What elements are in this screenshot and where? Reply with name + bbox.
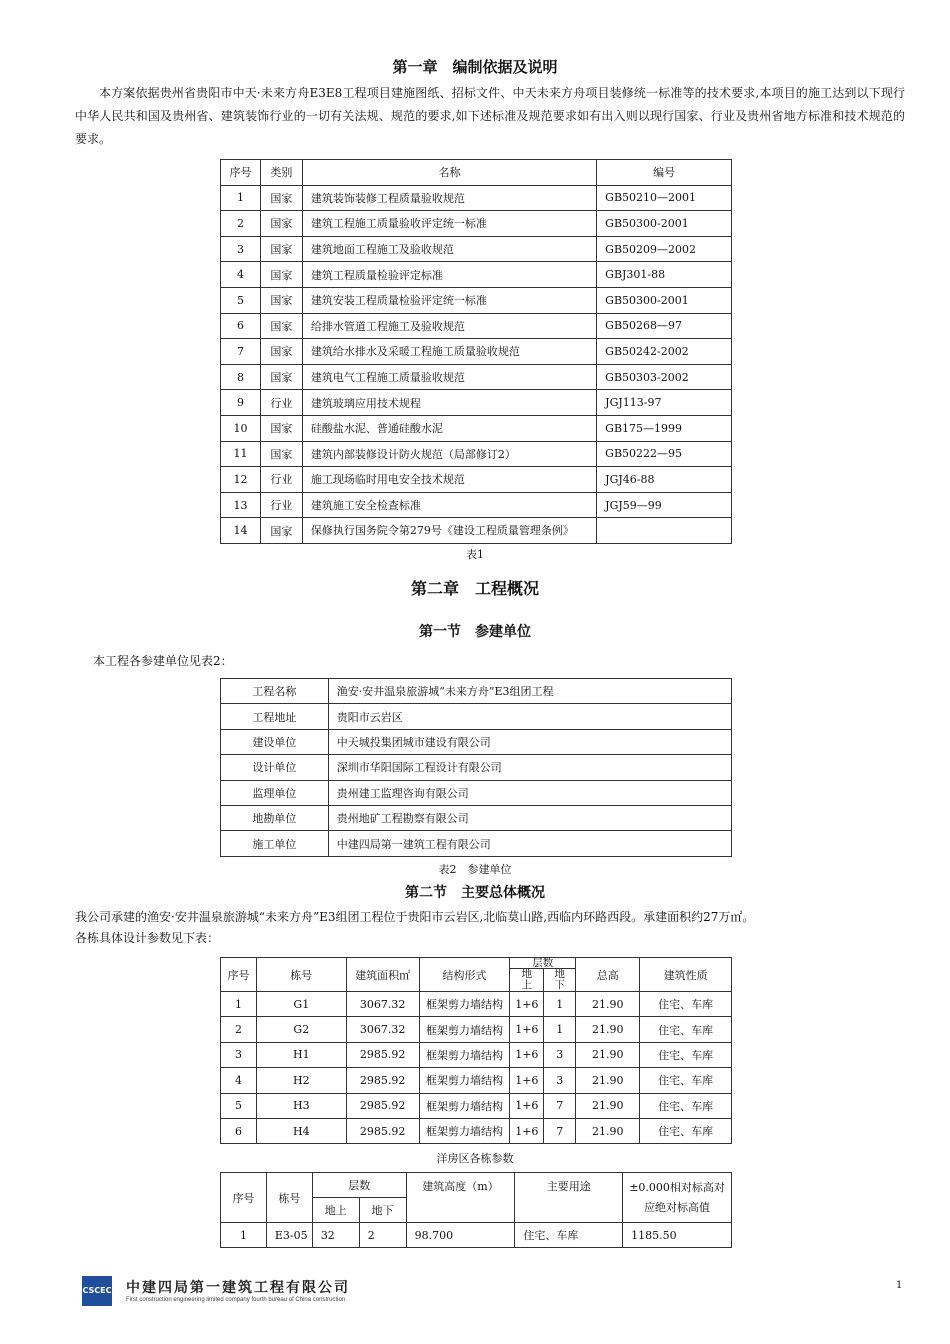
table-cell: 建筑电气工程施工质量验收规范 (302, 364, 596, 390)
table-cell: 3 (544, 1068, 576, 1093)
table-cell: 建筑内部装修设计防火规范（局部修订2） (302, 441, 596, 467)
table-header: 名称 (302, 160, 596, 186)
table-cell: 1+6 (510, 1068, 544, 1093)
table-cell: 框架剪力墙结构 (419, 992, 510, 1017)
table-cell: 地勘单位 (221, 805, 329, 830)
table-cell: 建筑玻璃应用技术规程 (302, 390, 596, 416)
participants-table (220, 678, 732, 857)
table-cell: 1+6 (510, 1042, 544, 1067)
table-header-row (221, 1173, 732, 1198)
table-cell: 3 (221, 1042, 257, 1067)
table-cell: 建筑安装工程质量检验评定统一标准 (302, 287, 596, 313)
table-row (221, 415, 732, 441)
table-row (221, 313, 732, 339)
table-cell: GB50303-2002 (597, 364, 732, 390)
table-cell: 2985.92 (346, 1042, 419, 1067)
table-cell: 14 (221, 518, 261, 544)
table-cell: 住宅、车库 (640, 1093, 732, 1118)
table-cell: 住宅、车库 (640, 1042, 732, 1067)
table-cell: 1+6 (510, 1017, 544, 1042)
table-row (221, 780, 732, 805)
table-cell: 国家 (260, 262, 302, 288)
table-cell: 6 (221, 1118, 257, 1143)
table-header: 地上 (510, 969, 544, 992)
table-cell: GB50209—2002 (597, 236, 732, 262)
table-cell: 7 (544, 1118, 576, 1143)
table-cell: 3067.32 (346, 992, 419, 1017)
table-cell: 监理单位 (221, 780, 329, 805)
table-cell: 4 (221, 262, 261, 288)
table-row (221, 729, 732, 754)
building-params-table (220, 957, 732, 1144)
table-cell: 11 (221, 441, 261, 467)
table-cell: GB50268—97 (597, 313, 732, 339)
table-cell: 12 (221, 467, 261, 493)
tower-params-body (221, 1223, 732, 1248)
table-cell: 住宅、车库 (640, 1068, 732, 1093)
table-cell: 框架剪力墙结构 (419, 1093, 510, 1118)
table-row (221, 831, 732, 856)
section2-para2: 各栋具体设计参数见下表： (75, 931, 220, 945)
table-cell: 21.90 (576, 1068, 640, 1093)
table-cell: 2 (359, 1223, 406, 1248)
table-cell: 贵阳市云岩区 (328, 704, 731, 729)
table-cell: H1 (256, 1042, 346, 1067)
table-cell: 21.90 (576, 992, 640, 1017)
table-cell: 1 (544, 992, 576, 1017)
table-cell: H4 (256, 1118, 346, 1143)
table-cell: 工程名称 (221, 679, 329, 704)
table-cell: 国家 (260, 185, 302, 211)
table-row (221, 1093, 732, 1118)
table-cell: 98.700 (406, 1223, 515, 1248)
table-cell: 施工现场临时用电安全技术规范 (302, 467, 596, 493)
table-cell: 国家 (260, 364, 302, 390)
table-cell: 9 (221, 390, 261, 416)
table-cell: 框架剪力墙结构 (419, 1118, 510, 1143)
table2-caption: 表2 参建单位 (438, 863, 512, 876)
table-cell: 7 (544, 1093, 576, 1118)
table-cell: 国家 (260, 313, 302, 339)
table-cell: 住宅、车库 (640, 992, 732, 1017)
table-cell: 1+6 (510, 1093, 544, 1118)
table-header: 建筑性质 (640, 958, 732, 992)
table-cell: 21.90 (576, 1017, 640, 1042)
table-header: 结构形式 (419, 958, 510, 992)
table-cell: GBJ301-88 (597, 262, 732, 288)
table-cell: 建筑施工安全检查标准 (302, 492, 596, 518)
table-header: 层数 (312, 1173, 406, 1198)
table-cell: E3-05 (266, 1223, 312, 1248)
table-header: 序号 (221, 958, 257, 992)
table-header: 类别 (260, 160, 302, 186)
building-params-body (221, 992, 732, 1144)
table-cell: 1+6 (510, 1118, 544, 1143)
table-header: 地上 (312, 1198, 359, 1223)
table-cell: 给排水管道工程施工及验收规范 (302, 313, 596, 339)
table-cell: 建筑地面工程施工及验收规范 (302, 236, 596, 262)
table-cell: 7 (221, 339, 261, 365)
table-cell: 2 (221, 1017, 257, 1042)
table-cell: 建筑工程施工质量验收评定统一标准 (302, 211, 596, 237)
table-cell: JGJ113-97 (597, 390, 732, 416)
table-row (221, 992, 732, 1017)
table-cell: 框架剪力墙结构 (419, 1017, 510, 1042)
table-row (221, 236, 732, 262)
table-cell: 2985.92 (346, 1118, 419, 1143)
table-cell: 贵州建工监理咨询有限公司 (328, 780, 731, 805)
table-row (221, 1223, 732, 1248)
table-row (221, 364, 732, 390)
section2-para1: 我公司承建的渔安·安井温泉旅游城“未来方舟”E3组团工程位于贵阳市云岩区,北临莫山路,西临内环路西段。承建面积约27万㎡。 (75, 910, 755, 924)
table-cell: 施工单位 (221, 831, 329, 856)
table-cell: 32 (312, 1223, 359, 1248)
table-cell: G2 (256, 1017, 346, 1042)
table-row (221, 1017, 732, 1042)
table-cell: 硅酸盐水泥、普通硅酸水泥 (302, 415, 596, 441)
table-row (221, 755, 732, 780)
table-header: 建筑高度（m） (406, 1173, 515, 1223)
table-row (221, 1118, 732, 1143)
table-cell: 框架剪力墙结构 (419, 1042, 510, 1067)
table-cell: 渔安·安井温泉旅游城“未来方舟”E3组团工程 (328, 679, 731, 704)
table-cell: 1 (544, 1017, 576, 1042)
company-logo-icon: CSCEC (82, 1276, 112, 1306)
table-cell: 21.90 (576, 1118, 640, 1143)
table-header: 地下 (359, 1198, 406, 1223)
table-cell: 1 (221, 992, 257, 1017)
table-cell: 3 (544, 1042, 576, 1067)
table-cell: 国家 (260, 339, 302, 365)
table-header: 地下 (544, 969, 576, 992)
table-header: 编号 (597, 160, 732, 186)
table3-caption: 洋房区各栋参数 (436, 1152, 514, 1165)
table-cell: 保修执行国务院令第279号《建设工程质量管理条例》 (302, 518, 596, 544)
table-cell: 中天城投集团城市建设有限公司 (328, 729, 731, 754)
table-row (221, 390, 732, 416)
table-header: 栋号 (256, 958, 346, 992)
table-cell: 设计单位 (221, 755, 329, 780)
table-header-row (221, 958, 732, 969)
tower-params-table (220, 1172, 732, 1248)
table-cell: 3 (221, 236, 261, 262)
table-row (221, 1068, 732, 1093)
chapter1-intro: 本方案依据贵州省贵阳市中天·未来方舟E3E8工程项目建施图纸、招标文件、中天未来方舟项目装修统一标准等的技术要求,本项目的施工达到以下现行中华人民共和国及贵州省、建筑装饰行业的一切有关法规、规范的要求,如下述标准及规范要求如有出入则以现行国家、行业及贵州省地方标准和技术规范的要求。 (75, 86, 905, 146)
table-cell: 建设单位 (221, 729, 329, 754)
section1-title: 第一节 参建单位 (419, 624, 531, 640)
table-header: 主要用途 (515, 1173, 623, 1223)
table-cell: 住宅、车库 (640, 1017, 732, 1042)
table-cell: JGJ59—99 (597, 492, 732, 518)
company-name-en: First construction engineering limited company fourth bureau of China construction (126, 1297, 346, 1303)
table-row (221, 339, 732, 365)
table-header: 序号 (221, 1173, 267, 1223)
table-cell: H2 (256, 1068, 346, 1093)
table-cell: 1+6 (510, 992, 544, 1017)
table-cell: 1 (221, 1223, 267, 1248)
table-cell: 2985.92 (346, 1093, 419, 1118)
table-header: ±0.000相对标高对应绝对标高值 (623, 1173, 732, 1223)
table-header: 总高 (576, 958, 640, 992)
table-cell: 框架剪力墙结构 (419, 1068, 510, 1093)
table-cell: GB175—1999 (597, 415, 732, 441)
table-header: 序号 (221, 160, 261, 186)
table-cell: 国家 (260, 287, 302, 313)
table-row (221, 185, 732, 211)
table-cell: 国家 (260, 441, 302, 467)
table-cell: 国家 (260, 236, 302, 262)
table-cell: 21.90 (576, 1042, 640, 1067)
table-cell: GB50210—2001 (597, 185, 732, 211)
table-cell: 8 (221, 364, 261, 390)
table-cell: 国家 (260, 518, 302, 544)
table-cell: G1 (256, 992, 346, 1017)
table-cell: 住宅、车库 (640, 1118, 732, 1143)
table-row (221, 1042, 732, 1067)
table-cell: 5 (221, 287, 261, 313)
table-cell: 3067.32 (346, 1017, 419, 1042)
table-row (221, 287, 732, 313)
table-cell: H3 (256, 1093, 346, 1118)
table-row (221, 492, 732, 518)
table-row (221, 518, 732, 544)
table-cell: 建筑装饰装修工程质量验收规范 (302, 185, 596, 211)
table-cell: 4 (221, 1068, 257, 1093)
standards-table-body (221, 185, 732, 543)
table-cell: 2985.92 (346, 1068, 419, 1093)
company-name-cn: 中建四局第一建筑工程有限公司 (126, 1280, 350, 1296)
chapter2-title: 第二章 工程概况 (410, 579, 539, 598)
table-row (221, 262, 732, 288)
table-cell: 10 (221, 415, 261, 441)
section2-text (75, 907, 905, 949)
table-row (221, 805, 732, 830)
table-cell: GB50222—95 (597, 441, 732, 467)
table1-caption: 表1 (466, 548, 484, 561)
table-cell: 行业 (260, 492, 302, 518)
table-header: 层数 (510, 958, 576, 969)
table-header-row (221, 160, 732, 186)
participants-table-body (221, 679, 732, 857)
table-cell: 2 (221, 211, 261, 237)
page-number: 1 (896, 1280, 903, 1291)
table-cell: JGJ46-88 (597, 467, 732, 493)
table-cell: 5 (221, 1093, 257, 1118)
table-cell: GB50242-2002 (597, 339, 732, 365)
table-row (221, 441, 732, 467)
section1-intro: 本工程各参建单位见表2： (93, 654, 233, 668)
standards-table (220, 159, 732, 544)
table-cell: 13 (221, 492, 261, 518)
table-row (221, 467, 732, 493)
table-cell (597, 518, 732, 544)
table-cell: 行业 (260, 467, 302, 493)
table-header: 建筑面积㎡ (346, 958, 419, 992)
table-header: 栋号 (266, 1173, 312, 1223)
table-row (221, 211, 732, 237)
table-cell: 中建四局第一建筑工程有限公司 (328, 831, 731, 856)
table-cell: GB50300-2001 (597, 211, 732, 237)
section2-title: 第二节 主要总体概况 (405, 885, 545, 901)
table-cell: 1 (221, 185, 261, 211)
table-cell: 6 (221, 313, 261, 339)
table-cell: 国家 (260, 211, 302, 237)
table-cell: 深圳市华阳国际工程设计有限公司 (328, 755, 731, 780)
table-cell: 1185.50 (623, 1223, 732, 1248)
chapter1-title: 第一章 编制依据及说明 (392, 58, 558, 76)
table-cell: 贵州地矿工程勘察有限公司 (328, 805, 731, 830)
table-cell: GB50300-2001 (597, 287, 732, 313)
table-cell: 国家 (260, 415, 302, 441)
table-cell: 住宅、车库 (515, 1223, 623, 1248)
table-row (221, 679, 732, 704)
table-cell: 建筑工程质量检验评定标准 (302, 262, 596, 288)
table-cell: 工程地址 (221, 704, 329, 729)
table-row (221, 704, 732, 729)
table-cell: 21.90 (576, 1093, 640, 1118)
table-cell: 行业 (260, 390, 302, 416)
table-cell: 建筑给水排水及采暖工程施工质量验收规范 (302, 339, 596, 365)
